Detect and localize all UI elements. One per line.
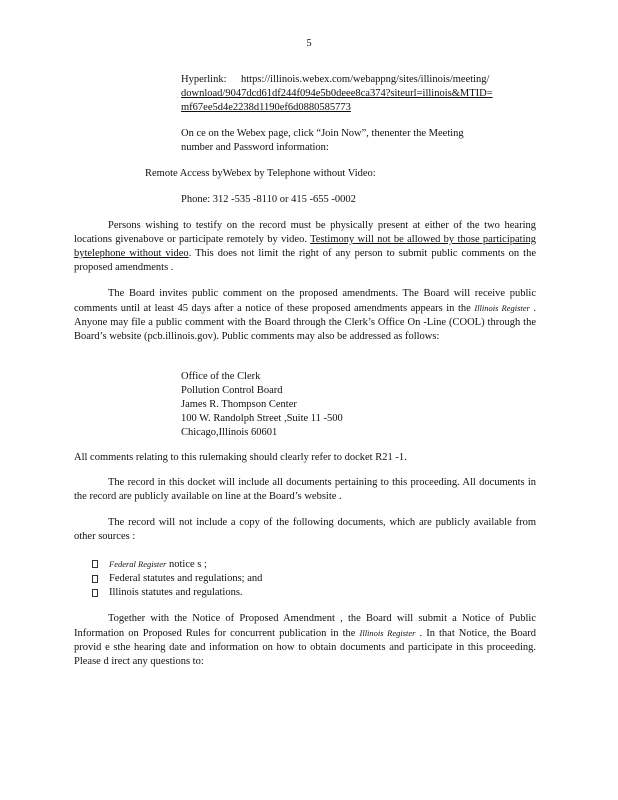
bullet-text: Federal statutes and regulations; and xyxy=(109,573,263,584)
bullet-text: Illinois statutes and regulations. xyxy=(109,587,243,598)
public-comment-paragraph xyxy=(74,287,536,344)
remote-access-heading: Remote Access byWebex by Telephone without Video: xyxy=(145,168,376,179)
join-instruction-line: On ce on the Webex page, click “Join Now”, thenenter the Meeting xyxy=(181,128,464,139)
bullet-text: notice s ; xyxy=(166,559,207,570)
address-line: Pollution Control Board xyxy=(181,385,283,396)
testify-lead: Persons wishing to testify on the record must be physically present at either of the two hearing locations givenabove or participate remotely by video. xyxy=(74,220,536,245)
page-number: 5 xyxy=(306,38,312,49)
illinois-register-italic: Illinois Register xyxy=(474,303,530,313)
list-item xyxy=(92,586,262,600)
phone-numbers: Phone: 312 -535 -8110 or 415 -655 -0002 xyxy=(181,194,356,205)
federal-register-italic: Federal Register xyxy=(109,559,167,569)
docket-reference-note: All comments relating to this rulemaking should clearly refer to docket R21 -1. xyxy=(74,452,407,463)
address-line: James R. Thompson Center xyxy=(181,399,297,410)
join-instruction-line: number and Password information: xyxy=(181,142,329,153)
record-paragraph: The record in this docket will include all documents pertaining to this proceeding. All documents in the record are publicly available on line at the Board’s website . xyxy=(74,477,536,502)
excluded-documents-paragraph: The record will not include a copy of the following documents, which are publicly available from other sources : xyxy=(74,517,536,542)
testify-paragraph xyxy=(74,219,536,275)
address-line: Chicago,Illinois 60601 xyxy=(181,427,278,438)
list-item xyxy=(92,572,262,586)
notice-lead: Together with the Notice of Proposed Amendment , the Board will submit a Notice of Public Information on Proposed Rules for concurrent publication in the xyxy=(74,613,536,639)
hyperlink-label: Hyperlink: xyxy=(181,74,227,85)
bullet-box-icon xyxy=(92,575,98,583)
public-comment-tail: . Anyone may file a public comment with the Board through the Clerk’s Office On -Line (COOL) through the Board’s website (pcb.illinois.gov). Public comments may also be addressed as follows: xyxy=(74,303,537,342)
webex-hyperlink-block xyxy=(181,73,551,115)
public-comment-lead: The Board invites public comment on the proposed amendments. The Board will receive public comments until at least 45 days after a notice of these proposed amendments appears in the xyxy=(74,288,536,314)
bullet-box-icon xyxy=(92,560,98,568)
hyperlink-line-2[interactable]: download/9047dcd61df244f094e5b0deee8ca374?siteurl=illinois&MTID= xyxy=(181,88,493,99)
excluded-documents-list xyxy=(92,557,262,600)
address-line: Office of the Clerk xyxy=(181,371,261,382)
list-item xyxy=(92,557,262,572)
join-instructions xyxy=(181,127,511,155)
hyperlink-line-1[interactable]: https://illinois.webex.com/webappng/sites/illinois/meeting/ xyxy=(241,74,490,85)
bullet-box-icon xyxy=(92,589,98,597)
testify-tail: . This does not limit the right of any person to submit public comments on the proposed amendments . xyxy=(74,248,536,273)
notice-paragraph xyxy=(74,612,536,669)
testify-underlined: Testimony will not be allowed by those participating bytelephone without video xyxy=(74,234,536,259)
address-line: 100 W. Randolph Street ,Suite 11 -500 xyxy=(181,413,343,424)
hyperlink-line-3[interactable]: mf67ee5d4e2238d1190ef6d0880585773 xyxy=(181,102,351,113)
illinois-register-italic: Illinois Register xyxy=(359,628,416,638)
clerk-address xyxy=(181,370,343,440)
notice-tail: . In that Notice, the Board provid e sthe hearing date and information on how to obtain documents and participate in this proceeding. Please d irect any questions to: xyxy=(74,628,537,667)
